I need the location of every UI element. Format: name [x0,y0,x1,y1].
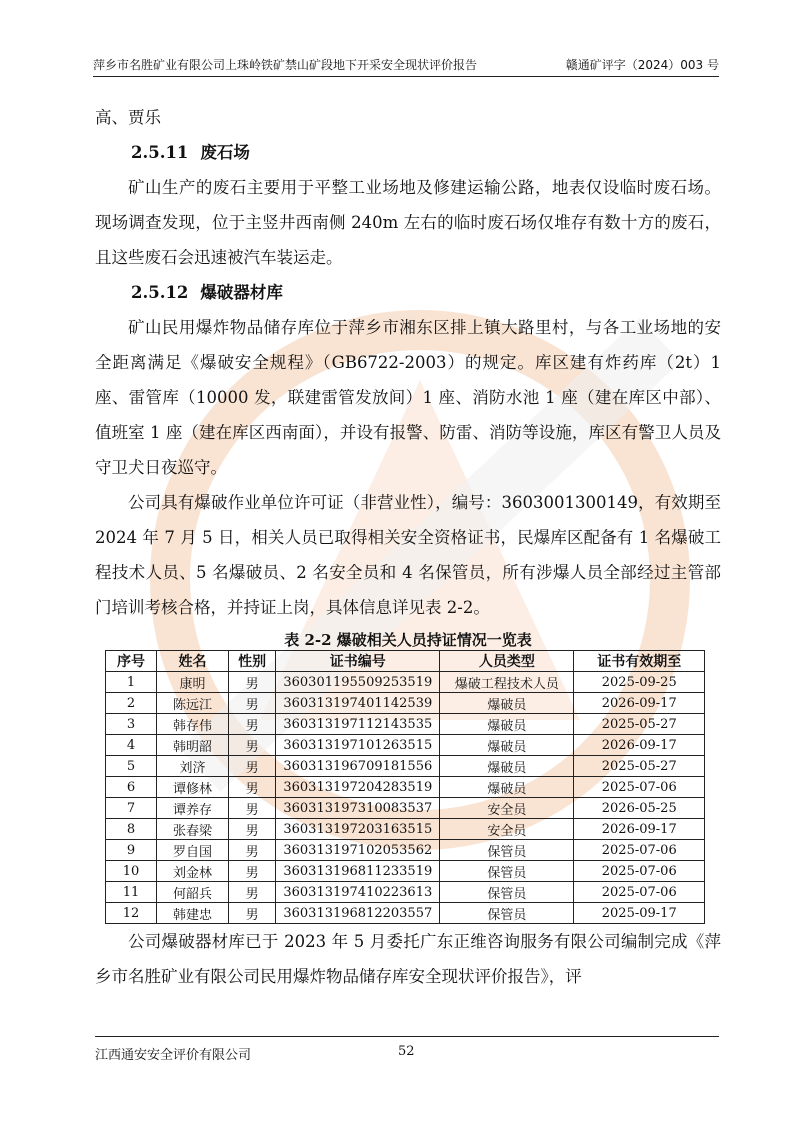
table-row [106,756,705,777]
cell-certificate-no: 360301195509253519 [276,672,440,693]
section-number: 2.5.12 [131,283,189,302]
cell-gender: 男 [228,672,275,693]
cell-expiry: 2025-07-06 [574,861,705,882]
cell-role: 爆破员 [440,735,574,756]
cell-gender: 男 [228,735,275,756]
cell-certificate-no: 360313197401142539 [276,693,440,714]
column-header-name: 姓名 [157,651,229,672]
section-number: 2.5.11 [131,143,189,162]
cell-role: 保管员 [440,861,574,882]
intro-line: 高、贾乐 [95,108,161,127]
cell-index: 2 [106,693,157,714]
cell-name: 刘济 [157,756,229,777]
column-header-role: 人员类型 [440,651,574,672]
cell-certificate-no: 360313196709181556 [276,756,440,777]
cell-expiry: 2026-09-17 [574,735,705,756]
cell-role: 爆破工程技术人员 [440,672,574,693]
cell-name: 韩存伟 [157,714,229,735]
cell-name: 谭修林 [157,777,229,798]
page-header [93,50,719,77]
cell-gender: 男 [228,714,275,735]
cell-role: 爆破员 [440,756,574,777]
header-doc-number: 赣通矿评字（2024）003 号 [565,58,719,72]
cell-gender: 男 [228,840,275,861]
column-header-expiry: 证书有效期至 [574,651,705,672]
column-header-index: 序号 [106,651,157,672]
cell-certificate-no: 360313196812203557 [276,903,440,924]
cell-role: 保管员 [440,882,574,903]
cell-index: 4 [106,735,157,756]
column-header-certificate-no: 证书编号 [276,651,440,672]
cell-name: 张春梁 [157,819,229,840]
cell-gender: 男 [228,861,275,882]
cell-expiry: 2026-09-17 [574,693,705,714]
table-row [106,840,705,861]
cell-certificate-no: 360313197112143535 [276,714,440,735]
cell-expiry: 2025-05-27 [574,714,705,735]
cell-role: 保管员 [440,903,574,924]
table-row [106,672,705,693]
cell-expiry: 2025-07-06 [574,840,705,861]
cell-expiry: 2025-05-27 [574,756,705,777]
cell-certificate-no: 360313197102053562 [276,840,440,861]
page-content [95,100,721,994]
table-row [106,819,705,840]
cell-name: 康明 [157,672,229,693]
page-footer [95,1036,719,1067]
cell-expiry: 2025-07-06 [574,777,705,798]
cell-expiry: 2026-05-25 [574,798,705,819]
cell-name: 陈远江 [157,693,229,714]
cell-expiry: 2025-07-06 [574,882,705,903]
cell-index: 10 [106,861,157,882]
cell-gender: 男 [228,819,275,840]
cell-index: 5 [106,756,157,777]
table-row [106,777,705,798]
cell-gender: 男 [228,777,275,798]
cell-name: 韩明韶 [157,735,229,756]
section-title: 废石场 [200,143,250,162]
cell-gender: 男 [228,882,275,903]
table-row [106,882,705,903]
cell-name: 刘金林 [157,861,229,882]
cell-certificate-no: 360313197101263515 [276,735,440,756]
table-caption: 表 2-2 爆破相关人员持证情况一览表 [284,631,532,649]
paragraph-waste-rock: 矿山生产的废石主要用于平整工业场地及修建运输公路，地表仅设临时废石场。现场调查发现，位于主竖井西南侧 240m 左右的临时废石场仅堆存有数十方的废石，且这些废石会迅速被汽车装运走。 [95,178,721,267]
cell-gender: 男 [228,693,275,714]
table-body [106,672,705,924]
table-header-row [106,651,705,672]
cell-expiry: 2025-09-25 [574,672,705,693]
cell-role: 爆破员 [440,714,574,735]
cell-index: 12 [106,903,157,924]
footer-company: 江西通安安全评价有限公司 [95,1048,252,1063]
paragraph-blasting-permit: 公司具有爆破作业单位许可证（非营业性），编号：3603001300149，有效期至 2024 年 7 月 5 日，相关人员已取得相关安全资格证书，民爆库区配备有 1 名爆破工程技术人员、5 名爆破员、2 名安全员和 4 名保管员，所有涉爆人员全部经过主管部门培训考核合格，并持证上岗，具体信息详见表 2-2。 [95,493,721,617]
cell-index: 11 [106,882,157,903]
cell-index: 8 [106,819,157,840]
table-row [106,861,705,882]
table-row [106,693,705,714]
cell-role: 爆破员 [440,777,574,798]
cell-name: 何韶兵 [157,882,229,903]
cell-certificate-no: 360313197203163515 [276,819,440,840]
cell-certificate-no: 360313196811233519 [276,861,440,882]
cell-gender: 男 [228,756,275,777]
table-row [106,735,705,756]
cell-index: 3 [106,714,157,735]
header-report-title: 萍乡市名胜矿业有限公司上珠岭铁矿禁山矿段地下开采安全现状评价报告 [93,58,478,72]
cell-gender: 男 [228,798,275,819]
section-heading-2512 [95,275,721,310]
table-row [106,798,705,819]
cell-certificate-no: 360313197204283519 [276,777,440,798]
section-title: 爆破器材库 [200,283,283,302]
cell-role: 安全员 [440,819,574,840]
cell-index: 6 [106,777,157,798]
table-row [106,714,705,735]
table-row [106,903,705,924]
cell-expiry: 2025-09-17 [574,903,705,924]
section-heading-2511 [95,135,721,170]
cell-certificate-no: 360313197310083537 [276,798,440,819]
cell-role: 安全员 [440,798,574,819]
cell-index: 7 [106,798,157,819]
cell-index: 9 [106,840,157,861]
page-number: 52 [398,1044,415,1059]
cell-certificate-no: 360313197410223613 [276,882,440,903]
cell-gender: 男 [228,903,275,924]
paragraph-explosives-storage: 矿山民用爆炸物品储存库位于萍乡市湘东区排上镇大路里村，与各工业场地的安全距离满足《爆破安全规程》（GB6722-2003）的规定。库区建有炸药库（2t）1 座、雷管库（10000 发，联建雷管发放间）1 座、消防水池 1 座（建在库区中部）、值班室 1 座（建在库区西南面），并设有报警、防雷、消防等设施，库区有警卫人员及守卫犬日夜巡守。 [95,318,721,477]
personnel-certificate-table [105,650,705,924]
cell-role: 保管员 [440,840,574,861]
paragraph-storage-evaluation: 公司爆破器材库已于 2023 年 5 月委托广东正维咨询服务有限公司编制完成《萍乡市名胜矿业有限公司民用爆炸物品储存库安全现状评价报告》，评 [95,932,721,986]
cell-index: 1 [106,672,157,693]
cell-name: 罗自国 [157,840,229,861]
cell-expiry: 2026-09-17 [574,819,705,840]
column-header-gender: 性别 [228,651,275,672]
cell-role: 爆破员 [440,693,574,714]
cell-name: 韩建忠 [157,903,229,924]
cell-name: 谭养存 [157,798,229,819]
